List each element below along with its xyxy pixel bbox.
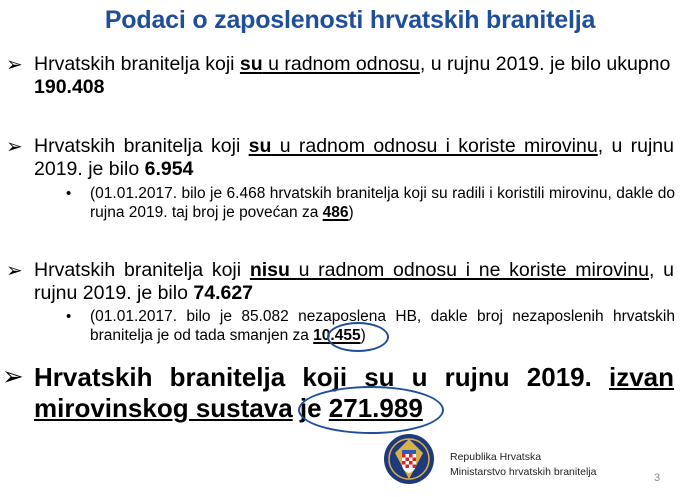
arrow-bullet-icon: ➢ (6, 258, 23, 282)
subitem-pension-change (66, 184, 675, 222)
item-unemployed-text-b: nisu (249, 259, 290, 281)
item-unemployed-text-a: Hrvatskih branitelja koji (34, 259, 250, 281)
highlight-oval (327, 322, 389, 352)
item-employed-pension-text-c: u radnom odnosu i koriste mirovinu (271, 135, 598, 157)
item-employed-pension-text-b: su (248, 135, 272, 157)
item-employed-count: 190.408 (34, 76, 105, 98)
item-employed-text-c: u radnom odnosu (262, 53, 420, 75)
org-line-1: Republika Hrvatska (450, 451, 542, 463)
item-employed-pension (6, 134, 674, 181)
subitem-unemployed-change-count: 10.455 (313, 327, 361, 344)
item-employed-text-d: , u rujnu 2019. je bilo ukupno (419, 53, 671, 75)
item-employed-pension-text-d: , u rujnu 2019. je bilo (34, 135, 674, 180)
item-outside-text-b: izvan mirovinskog sustava (34, 362, 674, 423)
item-unemployed-count: 74.627 (193, 282, 254, 304)
page-number: 3 (654, 472, 661, 484)
item-employed-pension-count: 6.954 (144, 158, 194, 180)
slide-title: Podaci o zaposlenosti hrvatskih branitelja (104, 6, 596, 34)
subitem-unemployed-change-text-a: (01.01.2017. bilo je 85.082 nezaposlena HB, dakle broj nezaposlenih hrvatskih branitelja je od tada smanjen za (90, 308, 675, 344)
organization-name (450, 450, 596, 480)
item-unemployed-text-c: u radnom odnosu i ne koriste mirovinu (289, 259, 649, 281)
item-outside-text-a: Hrvatskih branitelja koji su u rujnu 2019. (34, 362, 609, 392)
item-employed (6, 52, 674, 99)
subitem-unemployed-change-text-c: ) (360, 327, 366, 344)
subitem-pension-change-count: 486 (322, 204, 349, 221)
item-employed-text-b: su (239, 53, 263, 75)
item-unemployed-text-d: , u rujnu 2019. je bilo (34, 259, 674, 304)
dot-bullet-icon: • (66, 185, 72, 202)
arrow-bullet-icon: ➢ (2, 362, 24, 392)
highlight-oval (298, 386, 444, 434)
arrow-bullet-icon: ➢ (6, 52, 23, 76)
item-outside-total: 271.989 (328, 393, 423, 423)
ministry-emblem-icon (383, 433, 435, 485)
item-employed-text-a: Hrvatskih branitelja koji (34, 53, 240, 75)
item-unemployed (6, 258, 674, 305)
subitem-pension-change-text-c: ) (348, 204, 354, 221)
arrow-bullet-icon: ➢ (6, 134, 23, 158)
item-employed-pension-text-a: Hrvatskih branitelja koji (34, 135, 249, 157)
item-outside-text-c: je (292, 393, 329, 423)
dot-bullet-icon: • (66, 308, 72, 325)
subitem-pension-change-text-a: (01.01.2017. bilo je 6.468 hrvatskih branitelja koji su radili i koristili mirovinu, dakle do rujna 2019. taj broj je povećan za (90, 185, 675, 221)
org-line-2: Ministarstvo hrvatskih branitelja (450, 466, 597, 478)
